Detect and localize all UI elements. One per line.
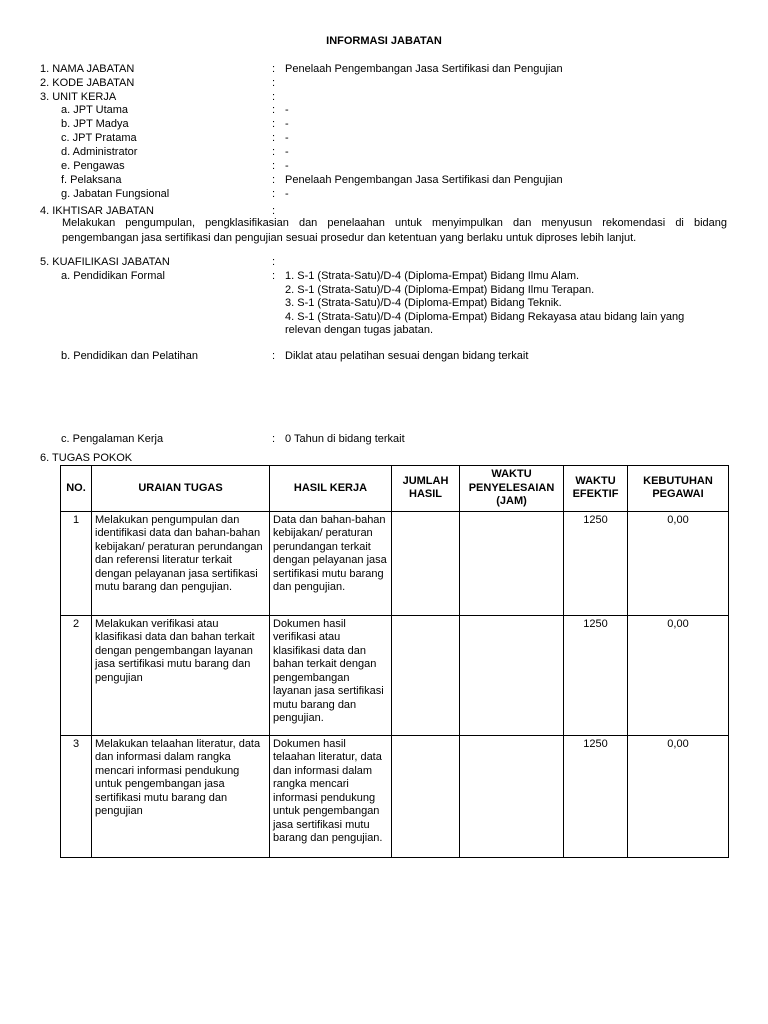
colon: :	[272, 188, 276, 200]
cell-waktu-efektif: 1250	[564, 735, 628, 857]
table-row	[61, 511, 729, 615]
kualifikasi-label: 5. KUAFILIKASI JABATAN	[40, 256, 170, 268]
header-kebutuhan-pegawai: KEBUTUHAN PEGAWAI	[628, 466, 729, 512]
nama-jabatan-label: 1. NAMA JABATAN	[40, 63, 135, 75]
table-row	[61, 615, 729, 735]
tugas-pokok-label: 6. TUGAS POKOK	[40, 452, 133, 464]
pendidikan-pelatihan-label: b. Pendidikan dan Pelatihan	[61, 350, 198, 362]
unit-kerja-label: 3. UNIT KERJA	[40, 91, 117, 103]
cell-kebutuhan: 0,00	[628, 511, 729, 615]
colon: :	[272, 256, 276, 268]
pendidikan-pelatihan-value: Diklat atau pelatihan sesuai dengan bidang terkait	[285, 350, 529, 362]
pendidikan-formal-line: 2. S-1 (Strata-Satu)/D-4 (Diploma-Empat) Bidang Ilmu Terapan.	[285, 283, 595, 296]
cell-jumlah	[392, 511, 460, 615]
cell-jumlah	[392, 615, 460, 735]
header-waktu-efektif: WAKTU EFEKTIF	[564, 466, 628, 512]
pendidikan-formal-line: relevan dengan tugas jabatan.	[285, 324, 434, 336]
unit-jabatan-fungsional-label: g. Jabatan Fungsional	[61, 188, 170, 200]
pengalaman-kerja-value: 0 Tahun di bidang terkait	[285, 433, 405, 445]
cell-hasil: Dokumen hasil verifikasi atau klasifikasi data dan bahan terkait dengan pengembangan layanan jasa sertifikasi mutu barang dan pengujian.	[270, 615, 392, 735]
unit-jpt-utama-value: -	[285, 104, 289, 116]
colon: :	[272, 63, 276, 75]
cell-waktu-penyelesaian	[460, 615, 564, 735]
header-jumlah-hasil: JUMLAH HASIL	[392, 466, 460, 512]
colon: :	[272, 350, 276, 362]
cell-no: 2	[61, 615, 92, 735]
pendidikan-formal-line: 4. S-1 (Strata-Satu)/D-4 (Diploma-Empat) Bidang Rekayasa atau bidang lain yang	[285, 310, 685, 323]
unit-jabatan-fungsional-value: -	[285, 188, 289, 200]
unit-administrator-label: d. Administrator	[61, 146, 138, 158]
header-waktu-penyelesaian: WAKTU PENYELESAIAN (JAM)	[460, 466, 564, 512]
colon: :	[272, 104, 276, 116]
table-row	[61, 735, 729, 857]
ikhtisar-text: Melakukan pengumpulan, pengklasifikasian dan penelaahan untuk menyimpulkan dan menyusun rekomendasi di bidang pengembangan jasa sertifikasi dan pengujian sesuai prosedur dan ketentuan yang berlaku untuk diproses lebih lanjut.	[62, 217, 727, 244]
cell-waktu-efektif: 1250	[564, 511, 628, 615]
unit-jpt-utama-label: a. JPT Utama	[61, 104, 129, 116]
unit-jpt-madya-value: -	[285, 118, 289, 130]
page-title: INFORMASI JABATAN	[326, 35, 442, 47]
colon: :	[272, 132, 276, 144]
pendidikan-formal-label: a. Pendidikan Formal	[61, 270, 165, 282]
header-hasil-kerja: HASIL KERJA	[270, 466, 392, 512]
colon: :	[272, 77, 276, 89]
colon: :	[272, 160, 276, 172]
pendidikan-formal-line: 3. S-1 (Strata-Satu)/D-4 (Diploma-Empat) Bidang Teknik.	[285, 297, 562, 309]
cell-hasil: Dokumen hasil telaahan literatur, data dan informasi dalam rangka mencari informasi pendukung untuk pengembangan jasa sertifikasi mutu barang dan pengujian.	[270, 735, 392, 857]
unit-pelaksana-value: Penelaah Pengembangan Jasa Sertifikasi dan Pengujian	[285, 174, 563, 186]
cell-no: 3	[61, 735, 92, 857]
colon: :	[272, 270, 276, 282]
table-header-row	[61, 466, 729, 512]
unit-administrator-value: -	[285, 146, 289, 158]
cell-kebutuhan: 0,00	[628, 735, 729, 857]
header-no: NO.	[61, 466, 92, 512]
unit-pelaksana-label: f. Pelaksana	[61, 174, 122, 186]
cell-waktu-penyelesaian	[460, 735, 564, 857]
unit-jpt-madya-label: b. JPT Madya	[61, 118, 129, 130]
ikhtisar-label: 4. IKHTISAR JABATAN	[40, 205, 154, 217]
unit-pengawas-value: -	[285, 160, 289, 172]
header-uraian-tugas: URAIAN TUGAS	[92, 466, 270, 512]
nama-jabatan-value: Penelaah Pengembangan Jasa Sertifikasi dan Pengujian	[285, 63, 563, 75]
unit-jpt-pratama-label: c. JPT Pratama	[61, 132, 137, 144]
colon: :	[272, 118, 276, 130]
colon: :	[272, 146, 276, 158]
pendidikan-formal-list	[285, 270, 730, 338]
tugas-pokok-table	[60, 465, 729, 858]
colon: :	[272, 205, 276, 217]
cell-no: 1	[61, 511, 92, 615]
colon: :	[272, 91, 276, 103]
cell-uraian: Melakukan telaahan literatur, data dan informasi dalam rangka mencari informasi pendukung untuk pengembangan jasa sertifikasi mutu barang dan pengujian	[92, 735, 270, 857]
cell-waktu-penyelesaian	[460, 511, 564, 615]
cell-uraian: Melakukan verifikasi atau klasifikasi data dan bahan terkait dengan pengembangan layanan jasa sertifikasi mutu barang dan pengujian	[92, 615, 270, 735]
colon: :	[272, 433, 276, 445]
cell-jumlah	[392, 735, 460, 857]
cell-kebutuhan: 0,00	[628, 615, 729, 735]
cell-waktu-efektif: 1250	[564, 615, 628, 735]
pengalaman-kerja-label: c. Pengalaman Kerja	[61, 433, 164, 445]
cell-hasil: Data dan bahan-bahan kebijakan/ peraturan perundangan terkait dengan pelayanan jasa sertifikasi mutu barang dan pengujian.	[270, 511, 392, 615]
colon: :	[272, 174, 276, 186]
unit-pengawas-label: e. Pengawas	[61, 160, 125, 172]
unit-jpt-pratama-value: -	[285, 132, 289, 144]
kode-jabatan-label: 2. KODE JABATAN	[40, 77, 135, 89]
cell-uraian: Melakukan pengumpulan dan identifikasi data dan bahan-bahan kebijakan/ peraturan perundangan dan referensi literatur terkait dengan pelayanan jasa sertifikasi mutu barang dan pengujian.	[92, 511, 270, 615]
pendidikan-formal-line: 1. S-1 (Strata-Satu)/D-4 (Diploma-Empat) Bidang Ilmu Alam.	[285, 270, 580, 282]
